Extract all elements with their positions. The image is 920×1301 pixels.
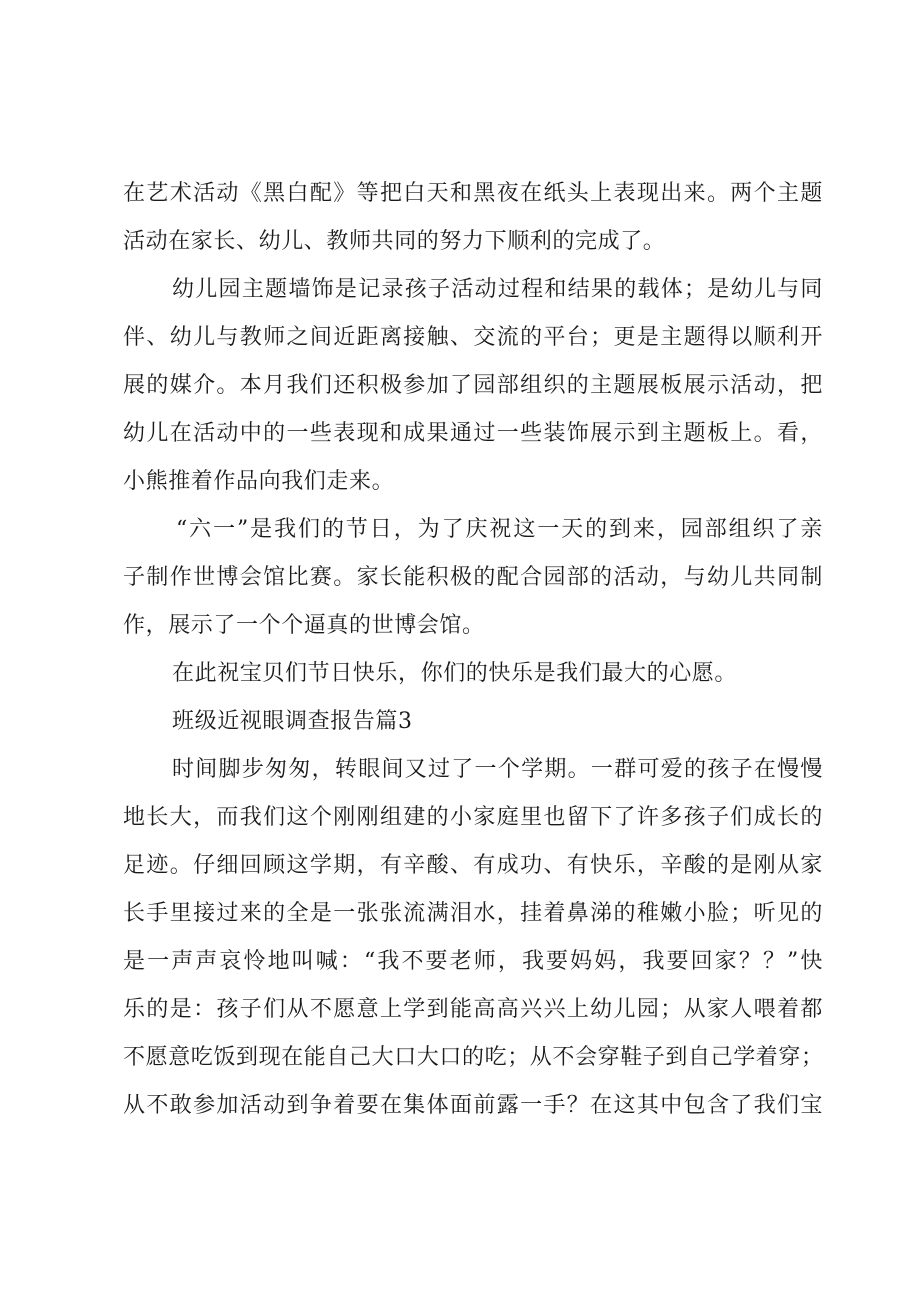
text-line: 从不敢参加活动到争着要在集体面前露一手？在这其中包含了我们宝: [123, 1093, 823, 1118]
text-line: 长手里接过来的全是一张张流满泪水，挂着鼻涕的稚嫩小脸；听见的: [123, 901, 823, 926]
text-line: 是一声声哀怜地叫喊：“我不要老师，我要妈妈，我要回家？？”快: [123, 949, 823, 974]
paragraph-start-line: 时间脚步匆匆，转眼间又过了一个学期。一群可爱的孩子在慢慢: [172, 757, 823, 782]
paragraph-start-line: “六一”是我们的节日，为了庆祝这一天的到来，园部组织了亲: [176, 517, 823, 542]
text-line: 不愿意吃饭到现在能自己大口大口的吃；从不会穿鞋子到自己学着穿；: [123, 1045, 824, 1070]
text-line: 活动在家长、幼儿、教师共同的努力下顺利的完成了。: [123, 229, 666, 254]
text-line: 幼儿在活动中的一些表现和成果通过一些装饰展示到主题板上。看，: [123, 421, 823, 446]
text-line: 乐的是：孩子们从不愿意上学到能高高兴兴上幼儿园；从家人喂着都: [123, 997, 823, 1022]
text-line: 子制作世博会馆比赛。家长能积极的配合园部的活动，与幼儿共同制: [123, 565, 823, 590]
text-line: 作，展示了一个个逼真的世博会馆。: [123, 613, 485, 638]
text-line: 地长大，而我们这个刚刚组建的小家庭里也留下了许多孩子们成长的: [123, 805, 823, 830]
section-heading: 班级近视眼调查报告篇3: [172, 709, 413, 734]
text-line: 展的媒介。本月我们还积极参加了园部组织的主题展板展示活动，把: [123, 373, 823, 398]
text-line: 足迹。仔细回顾这学期，有辛酸、有成功、有快乐，辛酸的是刚从家: [123, 853, 823, 878]
paragraph-start-line: 幼儿园主题墙饰是记录孩子活动过程和结果的载体；是幼儿与同: [172, 277, 823, 302]
text-line: 在艺术活动《黑白配》等把白天和黑夜在纸头上表现出来。两个主题: [123, 181, 823, 206]
text-line: 伴、幼儿与教师之间近距离接触、交流的平台；更是主题得以顺利开: [123, 325, 823, 350]
paragraph-start-line: 在此祝宝贝们节日快乐，你们的快乐是我们最大的心愿。: [172, 661, 738, 686]
text-line: 小熊推着作品向我们走来。: [123, 469, 395, 494]
